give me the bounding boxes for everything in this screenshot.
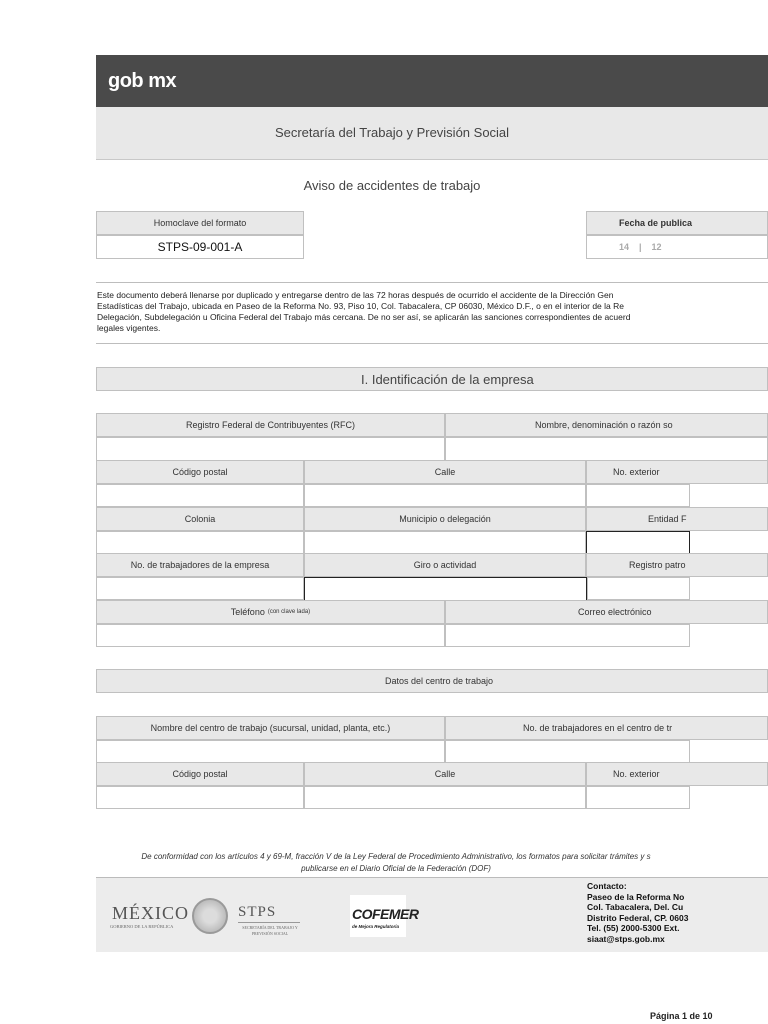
- centro-calle-label: Calle: [304, 762, 586, 786]
- instructions-paragraph: [97, 290, 689, 334]
- telefono-label: [96, 600, 445, 624]
- stps-logo: STPS: [238, 904, 277, 920]
- instructions-line: Este documento deberá llenarse por duplicado y entregarse dentro de las 72 horas después de ocurrido el accidente de la Dirección Gen: [97, 290, 614, 300]
- legal-note-line: De conformidad con los artículos 4 y 69-M, fracción V de la Ley Federal de Procedimiento Administrativo, los formatos para solicitar trámites y s: [141, 852, 651, 861]
- nombre-centro-label: Nombre del centro de trabajo (sucursal, unidad, planta, etc.): [96, 716, 445, 740]
- nombre-centro-field[interactable]: [96, 740, 445, 763]
- legal-note-line: publicarse en el Diario Oficial de la Federación (DOF): [301, 864, 491, 873]
- razon-social-field[interactable]: [445, 437, 768, 461]
- cofemer-logo: COFEMER: [352, 906, 419, 922]
- calle-label: Calle: [304, 460, 586, 484]
- cofemer-logo-subtitle: de Mejora Regulatoria: [352, 924, 400, 929]
- municipio-label: Municipio o delegación: [304, 507, 586, 531]
- codigo-postal-label: Código postal: [96, 460, 304, 484]
- instructions-line: legales vigentes.: [97, 323, 161, 333]
- stps-logo-subtitle: SECRETARÍA DEL TRABAJO Y PREVISIÓN SOCIAL: [242, 925, 298, 936]
- no-trabajadores-centro-field[interactable]: [445, 740, 690, 763]
- section-identificacion-title: I. Identificación de la empresa: [96, 367, 768, 391]
- no-trabajadores-centro-label: No. de trabajadores en el centro de tr: [445, 716, 768, 740]
- telefono-label-text: Teléfono: [230, 607, 265, 617]
- stps-logo-rule: [238, 922, 300, 923]
- no-trabajadores-label: No. de trabajadores de la empresa: [96, 553, 304, 577]
- mexico-seal-icon: [192, 898, 228, 934]
- divider-top: [96, 282, 768, 283]
- no-exterior-label: No. exterior: [586, 460, 768, 484]
- telefono-field[interactable]: [96, 624, 445, 647]
- mexico-logo-subtitle: GOBIERNO DE LA REPÚBLICA: [110, 924, 174, 929]
- rfc-field[interactable]: [96, 437, 445, 461]
- entidad-label: Entidad F: [586, 507, 768, 531]
- contact-line: Paseo de la Reforma No: [587, 891, 685, 902]
- homoclave-value: STPS-09-001-A: [96, 235, 304, 259]
- entidad-field[interactable]: [586, 531, 690, 555]
- telefono-note: (con clave lada): [267, 609, 311, 615]
- form-title: Aviso de accidentes de trabajo: [303, 178, 481, 193]
- instructions-line: Estadísticas del Trabajo, ubicada en Paseo de la Reforma No. 93, Piso 10, Col. Tabacalera, CP 06030, México D.F., o en el interior de la Re: [97, 301, 624, 311]
- colonia-field[interactable]: [96, 531, 304, 554]
- page-number: Página 1 de 10: [650, 1011, 713, 1021]
- contact-block: [587, 881, 697, 944]
- giro-field[interactable]: [304, 577, 587, 602]
- no-trabajadores-field[interactable]: [96, 577, 304, 600]
- giro-label: Giro o actividad: [304, 553, 586, 577]
- section-centro-trabajo-title: Datos del centro de trabajo: [96, 669, 768, 693]
- codigo-postal-field[interactable]: [96, 484, 304, 507]
- contact-line: Tel. (55) 2000-5300 Ext.: [587, 923, 680, 933]
- centro-no-exterior-field[interactable]: [586, 786, 690, 809]
- instructions-line: Delegación, Subdelegación u Oficina Federal del Trabajo más cercana. De no ser así, se aplicarán las sanciones correspondientes de acuerd: [97, 312, 631, 322]
- ministry-title: Secretaría del Trabajo y Previsión Social: [274, 125, 510, 140]
- fecha-publicacion-label: Fecha de publica: [586, 211, 768, 235]
- gobmx-logo: gob mx: [108, 70, 177, 92]
- divider-bottom: [96, 343, 768, 344]
- contact-line: Col. Tabacalera, Del. Cu: [587, 902, 684, 912]
- colonia-label: Colonia: [96, 507, 304, 531]
- razon-social-label: Nombre, denominación o razón so: [445, 413, 768, 437]
- legal-note: [96, 851, 696, 875]
- correo-label: Correo electrónico: [445, 600, 768, 624]
- calle-field[interactable]: [304, 484, 586, 507]
- contact-line: Contacto:: [587, 881, 627, 891]
- rfc-label: Registro Federal de Contribuyentes (RFC): [96, 413, 445, 437]
- no-exterior-field[interactable]: [586, 484, 690, 507]
- fecha-publicacion-value: 14 | 12: [586, 235, 768, 259]
- registro-patronal-field[interactable]: [587, 577, 690, 600]
- centro-codigo-postal-label: Código postal: [96, 762, 304, 786]
- contact-email[interactable]: siaat@stps.gob.mx: [587, 933, 665, 944]
- centro-codigo-postal-field[interactable]: [96, 786, 304, 809]
- registro-patronal-label: Registro patro: [586, 553, 768, 577]
- contact-line: Distrito Federal, CP. 0603: [587, 912, 689, 923]
- correo-field[interactable]: [445, 624, 690, 647]
- header-bar: [96, 55, 768, 107]
- centro-no-exterior-label: No. exterior: [586, 762, 768, 786]
- mexico-logo: MÉXICO: [112, 903, 189, 923]
- centro-calle-field[interactable]: [304, 786, 586, 809]
- municipio-field[interactable]: [304, 531, 586, 554]
- homoclave-label: Homoclave del formato: [96, 211, 304, 235]
